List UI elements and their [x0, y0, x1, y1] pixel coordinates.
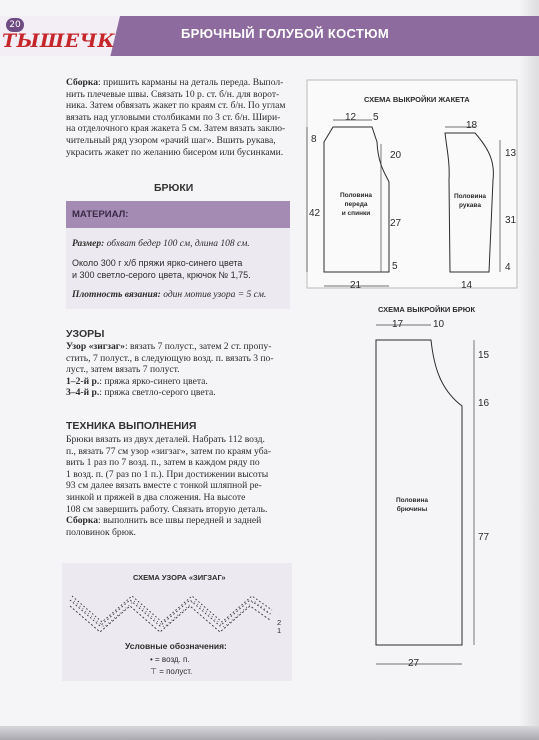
dim-sleeve-len: 31 [505, 215, 517, 226]
legend-title: Условные обозначения: [125, 641, 227, 651]
jacket-scheme-title: СХЕМА ВЫКРОЙКИ ЖАКЕТА [364, 95, 470, 104]
technique-text: Брюки вязать из двух деталей. Набрать 112 возд. п., вязать 77 см узор «зигзаг», затем по краям уба- вить 1 раз по 7 возд. п., затем в каждом ряду по 1 возд. п. (7 раз по 1 п.). При достижении высоты 93 см далее вязать вместе с тонкой шляпной ре- зинкой и пряжей в два сложения. На высоте 108 см завершить работу. Связать вторую деталь. Сборка: выполнить все швы передней и задней половинок брюк. [66, 434, 272, 538]
magazine-brand: ТЫШЕЧК [2, 30, 116, 52]
trousers-scheme-title: СХЕМА ВЫКРОЙКИ БРЮК [378, 305, 476, 314]
dim-trousers-width: 27 [408, 658, 420, 669]
article-title: БРЮЧНЫЙ ГОЛУБОЙ КОСТЮМ [181, 26, 389, 41]
jacket-assembly-text: Сборка: пришить карманы на деталь переда. Выпол- нить плечевые швы. Связать 10 р. ст. б/н. для ворот- ника. Затем обвязать жакет по краям ст. б/н. По углам вязать над угловыми столбиками по 3 ст. б/н. Шири- на отделочного края жакета 5 см. Затем вязать заклю- чительный ряд узором «рачий шаг». Вшить рукава, украсить жакет по желанию бисером или бусинками. [66, 77, 286, 158]
dim-side: 27 [390, 218, 402, 229]
dim-armhole: 20 [390, 150, 402, 161]
dim-cap: 13 [505, 148, 517, 159]
zigzag-row-2: 2 [277, 618, 282, 627]
page-number: 20 [6, 18, 24, 32]
dim-neck-w: 5 [373, 112, 379, 123]
dim-rise: 15 [478, 350, 490, 361]
jacket-front-label: Половина переда и спинки [339, 192, 373, 217]
dim-top-right: 10 [433, 319, 445, 330]
patterns-heading: УЗОРЫ [66, 328, 105, 340]
dim-crotch: 16 [478, 398, 490, 409]
dim-sleeve-top: 18 [466, 120, 478, 131]
dim-neck-h: 8 [311, 134, 317, 145]
dim-hem: 5 [392, 261, 398, 272]
size-line: Размер: обхват бедер 100 см, длина 108 см. [72, 239, 250, 249]
dim-top-width: 17 [392, 319, 404, 330]
trousers-leg-label: Половина брючины [395, 497, 429, 513]
zigzag-row-1: 1 [277, 626, 282, 635]
patterns-text: Узор «зигзаг»: вязать 7 полуст., затем 2 ст. пропу- стить, 7 полуст., в следующую возд. п. вязать 3 по- луст., затем вязать 7 полуст. 1–2-й р.: пряжа ярко-синего цвета. 3–4-й р.: пряжа светло-серого цвета. [66, 341, 274, 399]
dim-cuff-w: 14 [461, 280, 473, 291]
technique-heading: ТЕХНИКА ВЫПОЛНЕНИЯ [66, 420, 197, 432]
density-line: Плотность вязания: один мотив узора = 5 см. [72, 290, 267, 300]
dim-width: 21 [350, 280, 362, 291]
trousers-heading: БРЮКИ [154, 182, 194, 194]
dim-cuff: 4 [505, 262, 511, 273]
yarn-line-2: и 300 светло-серого цвета, крючок № 1,75. [72, 270, 251, 280]
legend-chain: • = возд. п. [150, 655, 190, 664]
zigzag-chart [70, 596, 272, 632]
dim-leg: 77 [478, 532, 490, 543]
zigzag-scheme-title: СХЕМА УЗОРА «ЗИГЗАГ» [133, 573, 226, 582]
page-bottom-edge [0, 726, 539, 740]
jacket-sleeve-label: Половина рукава [453, 193, 487, 209]
dim-shoulder: 12 [345, 112, 357, 123]
yarn-line-1: Около 300 г х/б пряжи ярко-синего цвета [72, 258, 243, 268]
trousers-scheme [376, 340, 462, 645]
jacket-scheme [307, 80, 517, 288]
legend-hdc: ⊤ = полуст. [150, 667, 193, 676]
material-label: МАТЕРИАЛ: [72, 209, 129, 220]
dim-total-h: 42 [309, 208, 321, 219]
